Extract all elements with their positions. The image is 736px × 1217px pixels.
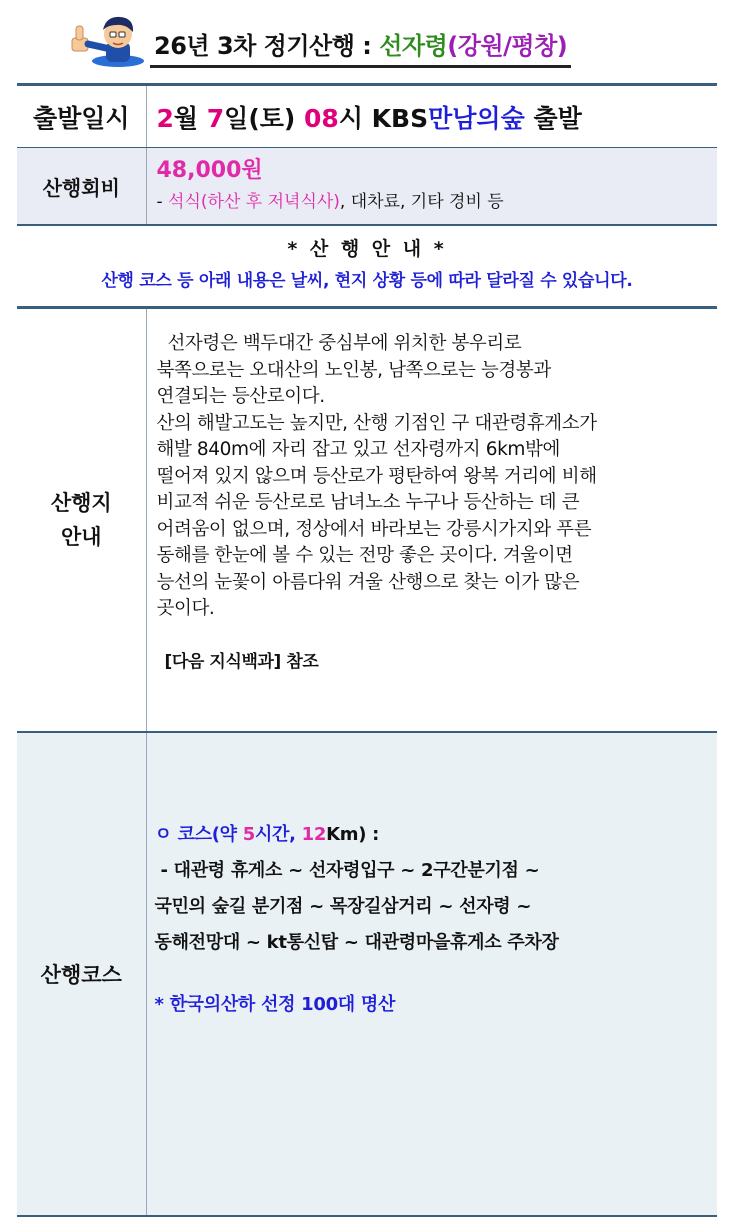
info-line: 선자령은 백두대간 중심부에 위치한 봉우리로 bbox=[156, 333, 522, 354]
notice-title: * 산 행 안 내 * bbox=[287, 238, 447, 260]
fee-amount: 48,000원 bbox=[156, 158, 263, 183]
departure-hour-unit: 시 KBS bbox=[338, 103, 429, 133]
course-heading-prefix: ㅇ 코스(약 bbox=[154, 824, 243, 845]
course-route-line: 국민의 숲길 분기점 ~ 목장길삼거리 ~ 선자령 ~ bbox=[154, 896, 532, 917]
departure-hour: 08 bbox=[304, 103, 339, 133]
title-place: 선자령 bbox=[379, 32, 448, 60]
title-region: (강원/평창) bbox=[447, 32, 568, 60]
mountain-info-label bbox=[17, 308, 146, 733]
mountain-info-label-line2: 안내 bbox=[60, 525, 102, 549]
departure-suffix: 출발 bbox=[524, 103, 582, 133]
departure-month: 2 bbox=[156, 103, 174, 133]
info-line: 비교적 쉬운 등산로로 남녀노소 누구나 등산하는 데 큰 bbox=[156, 492, 580, 513]
mountain-info-body bbox=[146, 308, 717, 733]
course-distance-unit: Km) : bbox=[326, 824, 379, 845]
info-line: 해발 840m에 자리 잡고 있고 선자령까지 6km밖에 bbox=[156, 439, 560, 460]
course-body bbox=[146, 732, 717, 1216]
mountain-info-row bbox=[17, 308, 717, 733]
hiking-info-table bbox=[17, 83, 717, 1217]
info-line: 산의 해발고도는 높지만, 산행 기점인 구 대관령휴게소가 bbox=[156, 412, 597, 434]
notice-row bbox=[17, 225, 717, 308]
page-header bbox=[66, 12, 571, 68]
mountain-info-label-line1: 산행지 bbox=[50, 491, 112, 515]
course-route-line: - 대관령 휴게소 ~ 선자령입구 ~ 2구간분기점 ~ bbox=[154, 860, 540, 881]
info-line: 어려움이 없으며, 정상에서 바라보는 강릉시가지와 푸른 bbox=[156, 518, 592, 540]
departure-label: 출발일시 bbox=[17, 85, 146, 148]
course-heading bbox=[155, 817, 712, 853]
fee-value bbox=[146, 148, 717, 226]
fee-items bbox=[147, 187, 718, 217]
departure-month-unit: 월 bbox=[173, 103, 207, 133]
course-note: * 한국의산하 선정 100대 명산 bbox=[154, 994, 396, 1015]
fee-label: 산행회비 bbox=[17, 148, 146, 226]
course-row bbox=[17, 732, 717, 1216]
fee-items-rest: , 대차료, 기타 경비 등 bbox=[339, 192, 504, 212]
info-line: 떨어져 있지 않으며 등산로가 평탄하여 왕복 거리에 비해 bbox=[156, 465, 597, 487]
thumbs-up-mascot-icon bbox=[66, 12, 152, 68]
fee-items-highlight: 석식(하산 후 저녁식사) bbox=[168, 192, 340, 212]
info-reference: [다음 지식백과] 참조 bbox=[164, 651, 319, 672]
course-label: 산행코스 bbox=[17, 732, 146, 1216]
course-route-line: 동해전망대 ~ kt통신탑 ~ 대관령마을휴게소 주차장 bbox=[154, 932, 559, 953]
title-prefix: 26년 3차 정기산행 : bbox=[154, 32, 380, 60]
course-distance: 12 bbox=[301, 824, 327, 845]
departure-row bbox=[17, 85, 717, 148]
info-line: 북쪽으로는 오대산의 노인봉, 남쪽으로는 능경봉과 bbox=[156, 359, 551, 381]
info-line: 능선의 눈꽃이 아름다워 겨울 산행으로 찾는 이가 많은 bbox=[156, 571, 580, 593]
departure-value bbox=[146, 85, 717, 148]
page-title bbox=[150, 29, 571, 68]
fee-items-prefix: - bbox=[156, 192, 169, 212]
course-hours-unit: 시간, bbox=[254, 824, 302, 845]
info-line: 연결되는 등산로이다. bbox=[156, 386, 325, 407]
notice-text: 산행 코스 등 아래 내용은 날씨, 현지 상황 등에 따라 달라질 수 있습니다. bbox=[101, 271, 633, 291]
info-line: 곳이다. bbox=[156, 598, 215, 619]
departure-day-unit: 일(토) bbox=[224, 103, 305, 133]
departure-day: 7 bbox=[206, 103, 225, 133]
notice-cell bbox=[17, 225, 717, 308]
fee-row bbox=[17, 148, 717, 226]
departure-place: 만남의숲 bbox=[428, 103, 525, 133]
info-line: 동해를 한눈에 볼 수 있는 전망 좋은 곳이다. 겨울이면 bbox=[156, 545, 573, 566]
course-hours: 5 bbox=[242, 824, 255, 845]
